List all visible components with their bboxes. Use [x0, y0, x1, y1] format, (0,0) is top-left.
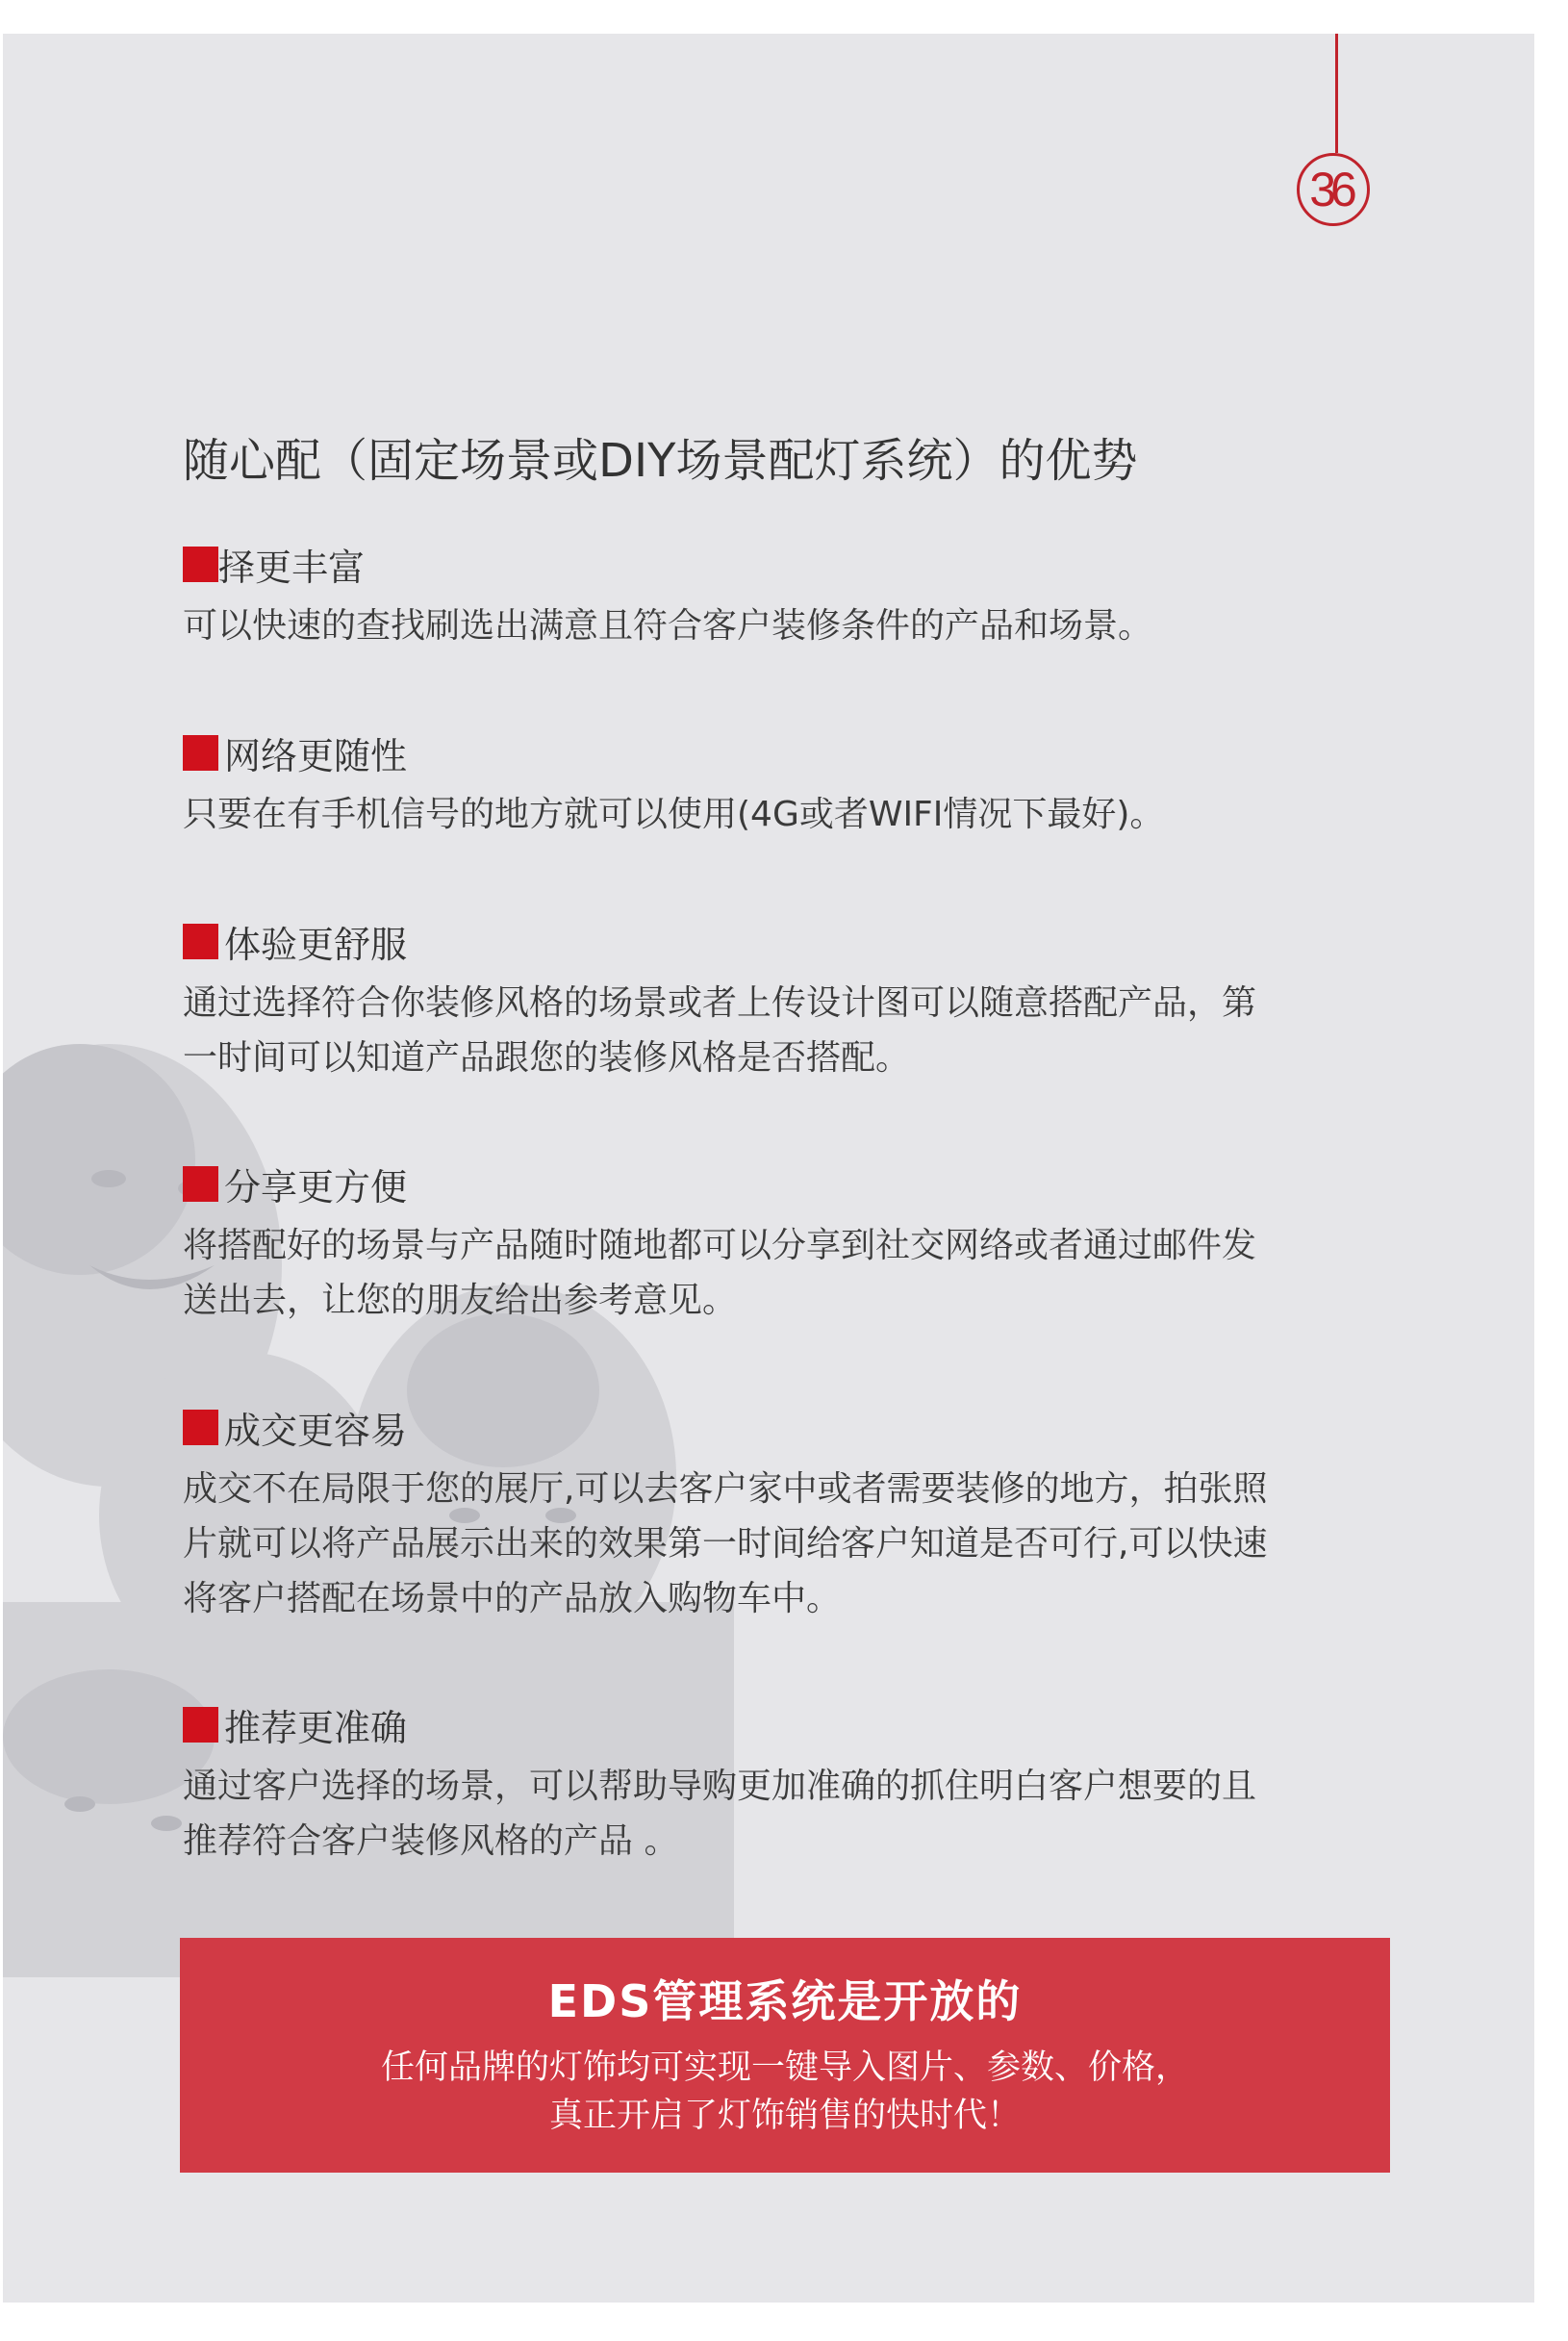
page-title: 随心配（固定场景或DIY场景配灯系统）的优势: [183, 434, 1138, 488]
section-heading: 推荐更准确: [224, 1706, 408, 1749]
section-text: 将搭配好的场景与产品随时随地都可以分享到社交网络或者通过邮件发: [183, 1226, 1257, 1265]
section-experience: [183, 920, 1395, 1085]
section-heading: 体验更舒服: [224, 923, 408, 966]
section-sharing: [183, 1162, 1395, 1328]
section-heading: 分享更方便: [224, 1165, 408, 1209]
bullet-square-icon: [183, 924, 218, 959]
bullet-square-icon: [183, 735, 218, 771]
section-text: 一时间可以知道产品跟您的装修风格是否搭配。: [183, 1038, 911, 1078]
section-text: 片就可以将产品展示出来的效果第一时间给客户知道是否可行,可以快速: [183, 1524, 1268, 1564]
eds-banner: [180, 1938, 1390, 2173]
section-richer-choice: [183, 543, 1395, 653]
section-text: 可以快速的查找刷选出满意且符合客户装修条件的产品和场景。: [183, 606, 1153, 646]
section-text: 将客户搭配在场景中的产品放入购物车中。: [183, 1579, 842, 1618]
section-text: 只要在有手机信号的地方就可以使用(4G或者WIFI情况下最好)。: [183, 795, 1165, 834]
banner-title: EDS管理系统是开放的: [547, 1975, 1023, 2027]
section-heading: 成交更容易: [224, 1409, 408, 1452]
section-heading: 择更丰富: [218, 546, 366, 589]
section-text: 通过选择符合你装修风格的场景或者上传设计图可以随意搭配产品，第: [183, 983, 1257, 1023]
section-text: 通过客户选择的场景，可以帮助导购更加准确的抓住明白客户想要的且: [183, 1767, 1257, 1806]
bullet-square-icon: [183, 1166, 218, 1202]
section-network: [183, 731, 1395, 842]
section-recommend: [183, 1703, 1395, 1869]
section-text: 送出去，让您的朋友给出参考意见。: [183, 1281, 738, 1320]
section-text: 推荐符合客户装修风格的产品 。: [183, 1821, 679, 1861]
banner-line: 真正开启了灯饰销售的快时代！: [548, 2097, 1021, 2135]
page-number: 36: [1297, 153, 1370, 226]
section-text: 成交不在局限于您的展厅,可以去客户家中或者需要装修的地方，拍张照: [183, 1469, 1268, 1509]
section-deal: [183, 1406, 1395, 1626]
section-heading: 网络更随性: [224, 734, 408, 777]
banner-line: 任何品牌的灯饰均可实现一键导入图片、参数、价格，: [380, 2048, 1189, 2087]
bullet-square-icon: [183, 1707, 218, 1743]
hanging-thread: [1335, 34, 1338, 153]
bullet-square-icon: [183, 1410, 218, 1445]
bullet-square-icon: [183, 547, 218, 582]
